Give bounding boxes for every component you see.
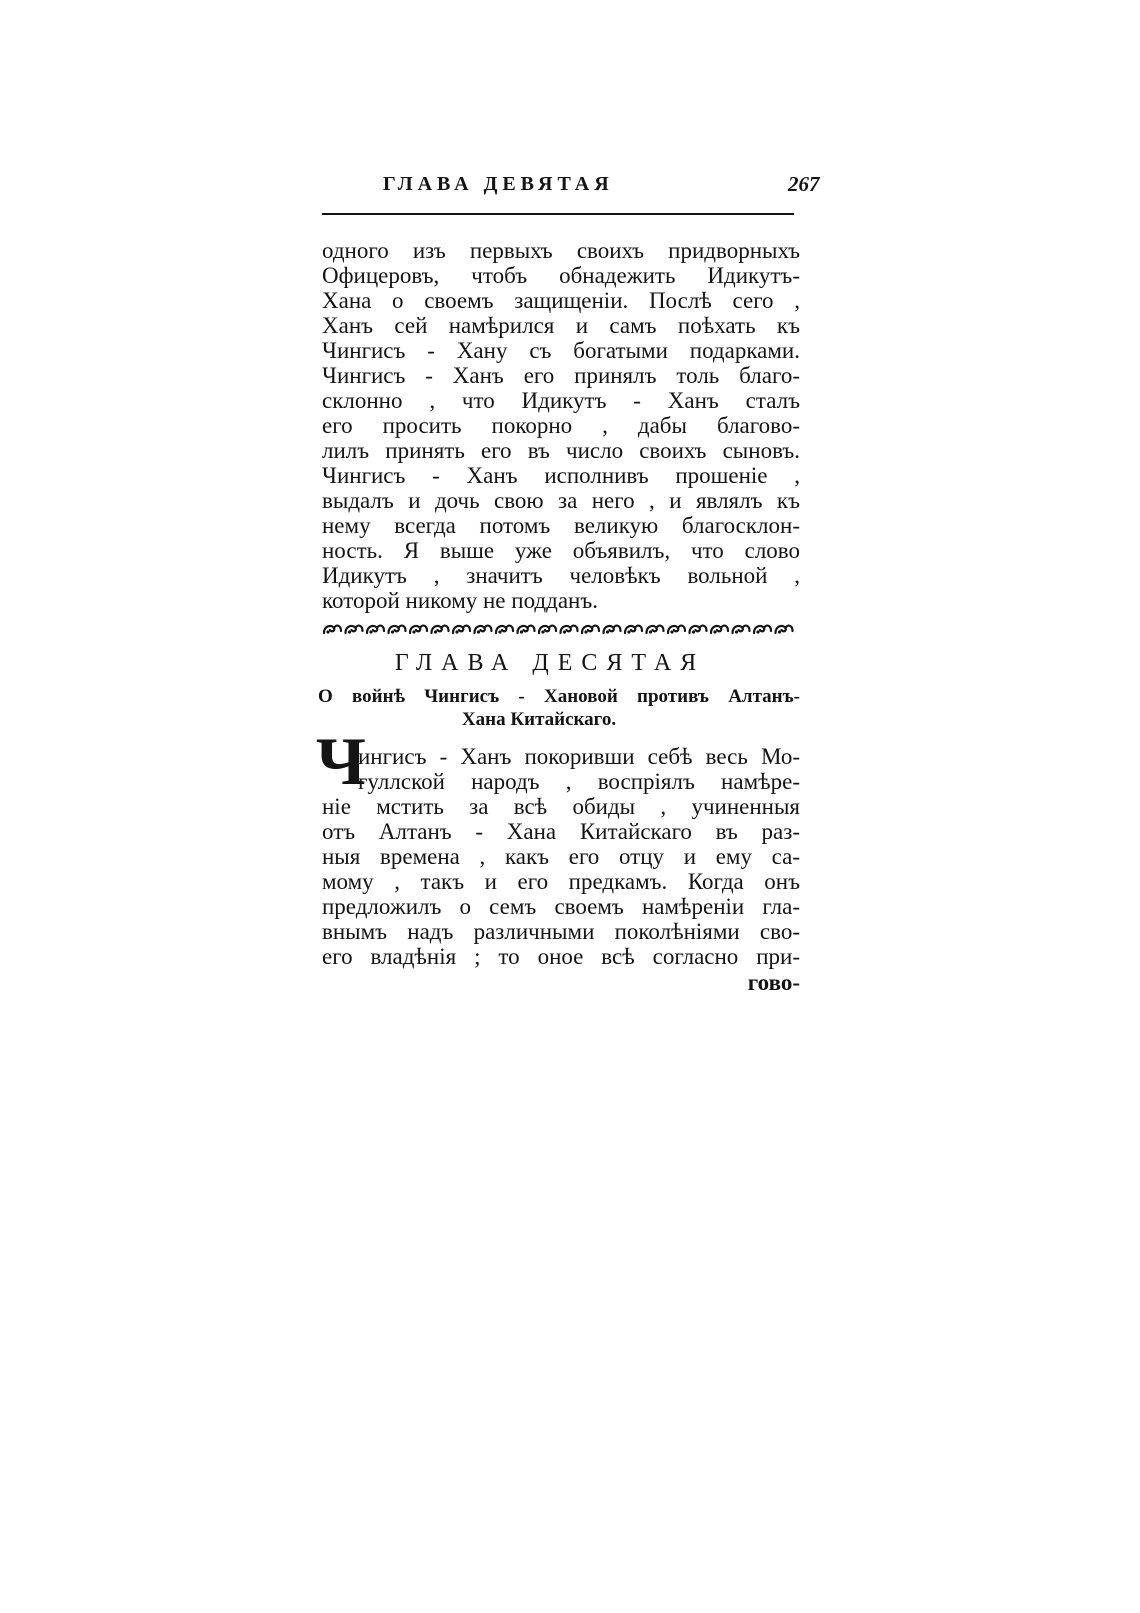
- chapter-nine-paragraph: [322, 238, 800, 613]
- text-line: Чингисъ - Ханъ исполнивъ прошеніе ,: [322, 463, 800, 488]
- header-rule: [322, 213, 794, 215]
- text-line: которой никому не подданъ.: [322, 588, 598, 613]
- chapter-heading: ГЛАВА ДЕСЯТАЯ: [394, 650, 706, 676]
- chapter-subtitle: [318, 685, 800, 731]
- text-line: его владѣнія ; то оное всѣ согласно при-: [322, 944, 800, 969]
- text-line: Офицеровъ, чтобъ обнадежить Идикутъ-: [322, 263, 800, 288]
- text-line: нему всегда потомъ великую благосклон-: [322, 513, 800, 538]
- text-line: Ханъ сей намѣрился и самъ поѣхать къ: [322, 313, 800, 338]
- text-line: выдалъ и дочь свою за него , и являлъ къ: [322, 488, 800, 513]
- text-line: гуллской народъ , воспріялъ намѣре-: [358, 769, 800, 794]
- text-line: Хана о своемъ защищеніи. Послѣ сего ,: [322, 288, 800, 313]
- text-line: его просить покорно , дабы благово-: [322, 413, 800, 438]
- subtitle-line: Хана Китайскаго.: [461, 709, 617, 730]
- text-line: одного изъ первыхъ своихъ придворныхъ: [322, 238, 800, 263]
- text-line: ность. Я выше уже объявилъ, что слово: [322, 538, 800, 563]
- text-line: предложилъ о семъ своемъ намѣреніи гла-: [322, 894, 800, 919]
- text-line: Идикутъ , значитъ человѣкъ вольной ,: [322, 563, 800, 588]
- text-line: мому , такъ и его предкамъ. Когда онъ: [322, 869, 800, 894]
- ornament-border: [322, 622, 796, 636]
- text-line: Чингисъ - Хану съ богатыми подарками.: [322, 338, 800, 363]
- text-line: склонно , что Идикутъ - Ханъ сталъ: [322, 388, 800, 413]
- text-line: отъ Алтанъ - Хана Китайскаго въ раз-: [322, 819, 800, 844]
- text-line: Чингисъ - Ханъ его принялъ толь благо-: [322, 363, 800, 388]
- drop-cap: Ч: [316, 723, 366, 799]
- subtitle-line: О войнѣ Чингисъ - Хановой противъ Алтанъ-: [318, 686, 800, 707]
- running-title: ГЛАВА ДЕВЯТАЯ: [383, 173, 614, 195]
- text-line: ингисъ - Ханъ покоривши себѣ весь Мо-: [358, 744, 800, 769]
- text-line: ніе мстить за всѣ обиды , учиненныя: [322, 794, 800, 819]
- page-number: 267: [788, 172, 820, 196]
- text-line: ныя времена , какъ его отцу и ему са-: [322, 844, 800, 869]
- chapter-ten-paragraph: [322, 744, 800, 969]
- catchword: гово-: [747, 970, 800, 995]
- text-line: внымъ надъ различными поколѣніями сво-: [322, 919, 800, 944]
- text-line: лилъ принять его въ число своихъ сыновъ.: [322, 438, 800, 463]
